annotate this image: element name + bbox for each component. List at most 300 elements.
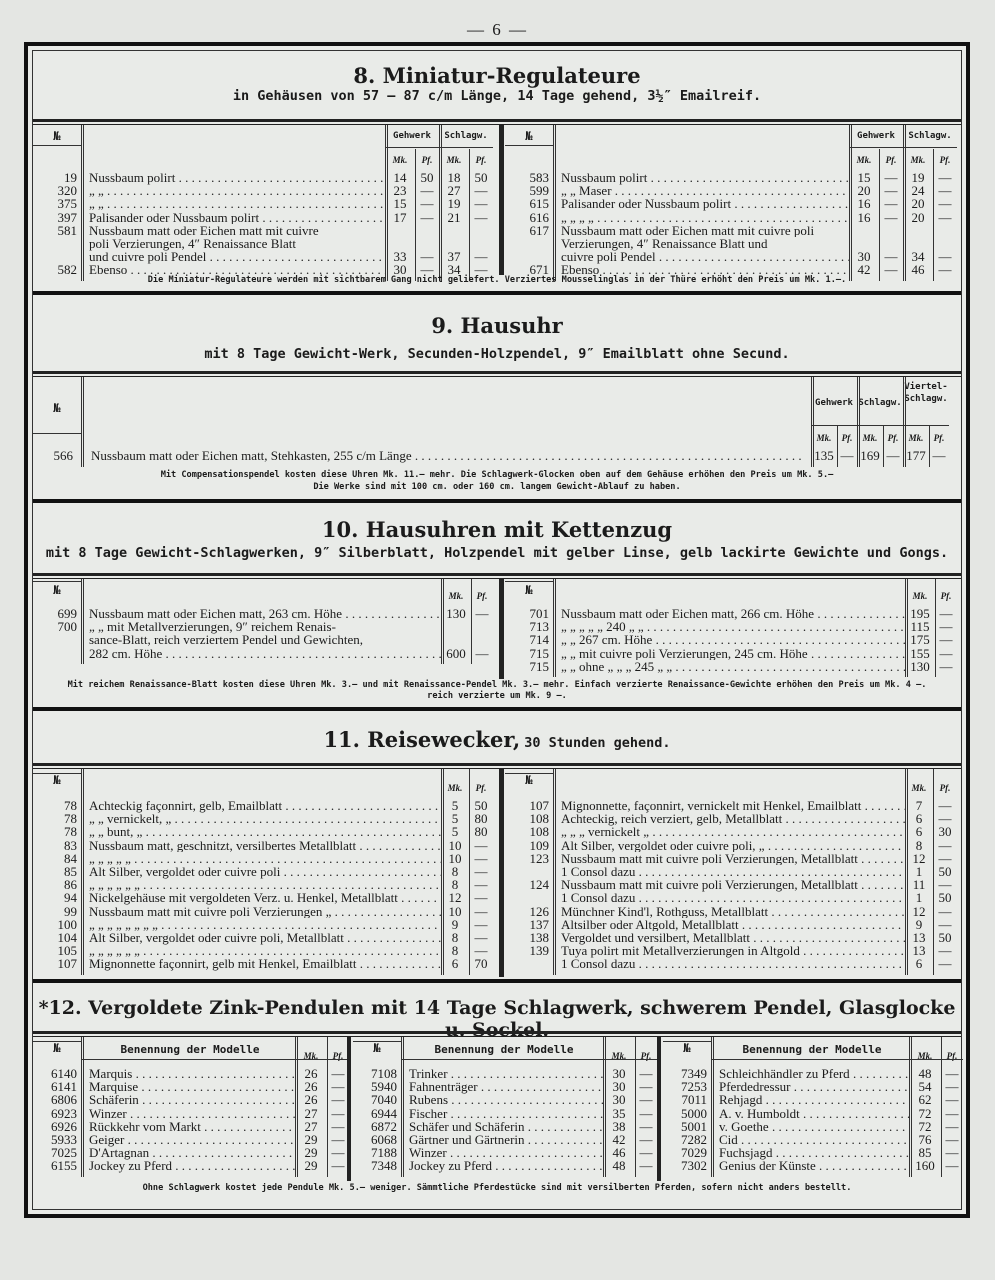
section-9-title: 9. Hausuhr — [431, 313, 563, 338]
item-description-text: „ „ „ „ „ 240 „ „ . . . — [561, 620, 905, 634]
catalog-inner — [32, 50, 962, 1210]
item-description — [89, 1080, 295, 1094]
item-number: 108 — [529, 824, 549, 840]
section-11-title: 11. Reisewecker, — [323, 727, 521, 752]
item-description-text: Cid . . . — [719, 1133, 909, 1147]
section-10-note-1: Mit reichem Renaissance-Blatt kosten diese Uhren Mk. 3.— und mit Renaissance-Pendel Mk. 3.— mehr. Einfach verzierte Renaissance-Gewichte erhöhen den Preis um Mk. 4 —. — [67, 680, 927, 690]
item-description — [89, 1120, 295, 1134]
price-pf: — — [475, 645, 489, 661]
price-s-mk: 20 — [911, 196, 925, 212]
price-pf: 50 — [474, 798, 488, 813]
item-description — [89, 197, 385, 211]
item-number: 7040 — [371, 1092, 397, 1108]
header-v_pf: Pf. — [933, 433, 945, 443]
header-no: № — [53, 129, 61, 143]
price-mk: 10 — [448, 903, 462, 919]
section-9-table — [33, 377, 961, 467]
item-number: 320 — [57, 183, 77, 199]
item-number: 104 — [57, 930, 77, 945]
item-description-text: Mignonnette façonnirt, gelb mit Henkel, Emailblatt . . . — [89, 957, 441, 971]
item-description-text: Alt Silber, vergoldet oder cuivre poli, Metallblatt . . . — [89, 931, 441, 945]
price-mk: 115 — [910, 619, 930, 635]
price-s-mk: 27 — [447, 183, 461, 199]
item-description — [409, 1146, 603, 1160]
item-description — [561, 918, 905, 932]
item-number: 126 — [529, 903, 549, 919]
price-g-mk: 17 — [393, 209, 407, 225]
section-12-note: Ohne Schlagwerk kostet jede Pendule Mk. 5.— weniger. Sämmtliche Pferdestücke sind mit versilberten Pferden, sofern nicht anders bestellt. — [142, 1183, 852, 1193]
header-group: Schlagw. — [858, 398, 902, 408]
price-pf: — — [331, 1132, 345, 1147]
item-description — [561, 878, 905, 892]
price-pf: — — [945, 1105, 959, 1121]
item-description — [719, 1159, 909, 1173]
header-mk: Mk. — [303, 1051, 319, 1061]
column-rule — [505, 581, 553, 582]
column-rule — [385, 147, 439, 148]
column-rule — [711, 1059, 963, 1060]
item-number: 566 — [53, 448, 73, 463]
item-description — [561, 957, 905, 971]
price-mk: 7 — [915, 798, 923, 813]
item-number: 78 — [64, 824, 77, 840]
item-description — [561, 197, 849, 211]
price-pf: — — [939, 658, 953, 674]
price-mk: 130 — [446, 606, 466, 621]
header-no: № — [525, 129, 533, 143]
item-number: 109 — [529, 837, 549, 853]
item-number: 699 — [57, 606, 77, 621]
item-number: 715 — [529, 645, 549, 661]
item-description — [561, 224, 849, 238]
price-pf: — — [474, 877, 488, 893]
item-description — [719, 1107, 909, 1121]
price-mk: 13 — [912, 943, 926, 959]
price-mk: 8 — [451, 877, 459, 893]
item-number: 84 — [64, 850, 77, 866]
item-description-text: Alt Silber, vergoldet oder cuivre poli, „ . . . — [561, 839, 905, 853]
price-mk: 600 — [446, 645, 466, 661]
item-description — [89, 633, 441, 647]
price-pf: — — [939, 645, 953, 661]
item-description — [89, 607, 441, 621]
price-mk: 10 — [448, 837, 462, 853]
price-mk: 8 — [451, 943, 459, 959]
item-description — [89, 171, 385, 185]
item-number: 94 — [64, 890, 77, 906]
item-description-text: „ „ „ „ „ „ . . . — [89, 944, 441, 958]
item-description-text: und cuivre poli Pendel . . . — [89, 250, 385, 264]
price-mk: 26 — [304, 1079, 318, 1095]
item-number: 19 — [64, 170, 77, 185]
item-description — [89, 647, 441, 661]
item-number: 7108 — [371, 1066, 397, 1081]
column-rule — [81, 377, 84, 467]
price-s-pf: — — [474, 183, 488, 199]
column-rule — [553, 125, 556, 281]
header-g_mk: Mk. — [816, 433, 832, 443]
column-divider — [657, 1037, 661, 1181]
price-g-mk: 15 — [393, 196, 407, 212]
price-g-pf: — — [420, 262, 434, 278]
item-number: 99 — [64, 903, 77, 919]
header-g-mk: Mk. — [856, 155, 872, 165]
price-s-pf: — — [938, 209, 952, 225]
item-description — [561, 633, 905, 647]
column-rule — [81, 1037, 84, 1177]
price-mk: 85 — [918, 1145, 932, 1161]
item-description — [561, 825, 905, 839]
item-number: 105 — [57, 943, 77, 959]
section-12-title: *12. Vergoldete Zink-Pendulen mit 14 Tage Schlagwerk, schwerem Pendel, Glasglocke u. Sockel. — [38, 997, 956, 1041]
item-description — [89, 931, 441, 945]
item-number: 615 — [529, 196, 549, 212]
item-number: 7302 — [681, 1158, 707, 1174]
price-mk: 8 — [451, 864, 459, 879]
item-number: 6140 — [51, 1066, 77, 1081]
item-description-text: Gärtner und Gärtnerin . . . — [409, 1133, 603, 1147]
item-description — [561, 237, 849, 251]
section-12-table — [33, 1037, 961, 1181]
header-no: № — [53, 773, 61, 787]
item-description-text: Tuya polirt mit Metallverzierungen in Altgold . . . — [561, 944, 905, 958]
item-description — [561, 839, 905, 853]
item-description — [89, 224, 385, 238]
item-description — [89, 957, 441, 971]
item-number: 700 — [57, 619, 77, 635]
price-pf: — — [639, 1132, 653, 1147]
item-number: 5000 — [681, 1105, 707, 1121]
item-description — [561, 647, 905, 661]
section-10-subtitle: mit 8 Tage Gewicht-Schlagwerken, 9″ Silberblatt, Holzpendel mit gelber Linse, gelb lackirte Gewichte und Gongs. — [45, 545, 949, 561]
item-number: 124 — [529, 877, 549, 893]
price-pf: — — [639, 1158, 653, 1174]
item-description — [89, 1159, 295, 1173]
price-mk: 46 — [612, 1145, 626, 1161]
item-description — [89, 1107, 295, 1121]
price-mk: 10 — [448, 850, 462, 866]
column-rule — [81, 125, 84, 281]
item-description-text: 282 cm. Höhe . . . — [89, 647, 441, 661]
price-mk: 195 — [910, 606, 930, 621]
item-description-text: „ „ „ „ „ „ „ „ . . . — [89, 918, 441, 932]
column-rule — [505, 145, 553, 146]
header-g-mk: Mk. — [392, 155, 408, 165]
column-rule — [81, 769, 84, 975]
item-number: 583 — [529, 170, 549, 185]
item-description — [561, 620, 905, 634]
item-number: 123 — [529, 850, 549, 866]
price-s-mk: 18 — [447, 170, 461, 185]
price-mk: 12 — [912, 903, 926, 919]
section-9-subtitle: mit 8 Tage Gewicht-Werk, Secunden-Holzpendel, 9″ Emailblatt ohne Secund. — [204, 346, 790, 362]
column-divider — [499, 579, 504, 679]
column-divider — [347, 1037, 351, 1181]
header-s-mk: Mk. — [910, 155, 926, 165]
price-mk: 6 — [915, 824, 923, 840]
item-description — [409, 1093, 603, 1107]
item-description — [89, 852, 441, 866]
price-mk: 27 — [304, 1105, 318, 1121]
price-mk: 26 — [304, 1092, 318, 1108]
item-description-text: Winzer . . . — [409, 1146, 603, 1160]
item-description-text: „ „ . . . — [89, 197, 385, 211]
price-s-mk: 21 — [447, 209, 461, 225]
item-description — [409, 1159, 603, 1173]
item-description — [561, 211, 849, 225]
item-description-text: Rückkehr vom Markt . . . — [89, 1120, 295, 1134]
item-description-text: Nussbaum matt oder Eichen matt, 266 cm. Höhe . . . — [561, 607, 905, 621]
header-group: Viertel-Schlagw. — [904, 382, 948, 404]
header-pf: Pf. — [476, 591, 488, 601]
price-pf: — — [945, 1066, 959, 1081]
price-s-mk: 34 — [911, 249, 925, 265]
item-description-text: A. v. Humboldt . . . — [719, 1107, 909, 1121]
item-number: 715 — [529, 658, 549, 674]
item-number: 108 — [529, 811, 549, 827]
price-s-pf: 50 — [474, 170, 488, 185]
item-description-text: Marquise . . . — [89, 1080, 295, 1094]
header-pf: Pf. — [475, 783, 487, 793]
divider — [33, 291, 961, 295]
item-number: 83 — [64, 837, 77, 853]
price-mk: 35 — [612, 1105, 626, 1121]
item-number: 78 — [64, 798, 77, 813]
price-pf: — — [939, 606, 953, 621]
price-v-mk: 177 — [906, 448, 926, 463]
item-number: 85 — [64, 864, 77, 879]
price-s-mk: 19 — [911, 170, 925, 185]
header-pf: Pf. — [939, 783, 951, 793]
price-mk: 5 — [451, 824, 459, 840]
price-mk: 155 — [910, 645, 930, 661]
section-10-table — [33, 579, 961, 679]
price-pf: — — [331, 1118, 345, 1134]
item-description-text: Schleichhändler zu Pferd . . . — [719, 1067, 909, 1081]
price-mk: 72 — [918, 1118, 932, 1134]
item-description — [719, 1120, 909, 1134]
price-g-mk: 30 — [393, 262, 407, 278]
item-number: 616 — [529, 209, 549, 225]
item-description-text: Rubens . . . — [409, 1093, 603, 1107]
divider — [33, 707, 961, 711]
item-description-text: Nussbaum matt mit cuivre poli Verzierungen, Metallblatt . . . — [561, 852, 905, 866]
item-description-text: Nickelgehäuse mit vergoldeten Verz. u. Henkel, Metallblatt . . . — [89, 891, 441, 905]
price-pf: — — [938, 916, 952, 932]
price-pf: 80 — [474, 811, 488, 827]
price-pf: — — [939, 632, 953, 648]
header-group: Gehwerk — [857, 131, 895, 141]
item-description-text: Vergoldet und versilbert, Metallblatt . . . — [561, 931, 905, 945]
item-number: 7282 — [681, 1132, 707, 1147]
item-description-text: sance-Blatt, reich verziertem Pendel und Gewichten, — [89, 633, 363, 647]
price-mk: 6 — [451, 956, 459, 972]
price-s-pf: — — [474, 249, 488, 265]
item-number: 599 — [529, 183, 549, 199]
column-rule — [553, 579, 556, 677]
price-g-pf: — — [884, 196, 898, 212]
item-number: 7253 — [681, 1079, 707, 1095]
header-s-pf: Pf. — [939, 155, 951, 165]
item-description — [561, 891, 905, 905]
item-description-text: 1 Consol dazu . . . — [561, 957, 905, 971]
item-description — [89, 799, 441, 813]
price-mk: 29 — [304, 1158, 318, 1174]
price-pf: — — [474, 864, 488, 879]
price-mk: 11 — [912, 877, 926, 893]
price-pf: — — [474, 890, 488, 906]
price-g-pf: — — [884, 183, 898, 199]
item-description — [89, 620, 441, 634]
item-description-text: Winzer . . . — [89, 1107, 295, 1121]
item-description-text: v. Goethe . . . — [719, 1120, 909, 1134]
item-number: 617 — [529, 222, 549, 238]
price-mk: 30 — [612, 1092, 626, 1108]
item-description — [89, 918, 441, 932]
price-pf: — — [331, 1158, 345, 1174]
item-number: 6068 — [371, 1132, 397, 1147]
header-no: № — [525, 773, 533, 787]
column-rule — [711, 1037, 714, 1177]
item-description-text: Rehjagd . . . — [719, 1093, 909, 1107]
item-description — [719, 1133, 909, 1147]
price-s-pf: — — [938, 262, 952, 278]
header-g-pf: Pf. — [421, 155, 433, 165]
section-10-title: 10. Hausuhren mit Kettenzug — [321, 517, 673, 542]
price-mk: 48 — [612, 1158, 626, 1174]
price-pf: — — [945, 1092, 959, 1108]
item-description-text: Achteckig, reich verziert, gelb, Metallblatt . . . — [561, 812, 905, 826]
price-mk: 12 — [912, 850, 926, 866]
item-description-text: Achteckig façonnirt, gelb, Emailblatt . . . — [89, 799, 441, 813]
price-g-pf: — — [884, 262, 898, 278]
price-s-pf: — — [886, 448, 900, 463]
header-pf: Pf. — [946, 1051, 958, 1061]
item-description — [719, 1080, 909, 1094]
item-description — [89, 250, 385, 264]
column-divider — [499, 125, 504, 275]
section-11-table — [33, 769, 961, 977]
section-11-header — [33, 727, 961, 752]
item-number: 701 — [529, 606, 549, 621]
price-g-pf: 50 — [420, 170, 434, 185]
price-mk: 30 — [612, 1066, 626, 1081]
column-rule — [81, 579, 84, 664]
price-pf: — — [639, 1118, 653, 1134]
column-rule — [33, 145, 81, 146]
item-description — [89, 839, 441, 853]
price-mk: 48 — [918, 1066, 932, 1081]
price-g-pf: — — [420, 209, 434, 225]
item-number: 5001 — [681, 1118, 707, 1134]
price-pf: — — [474, 903, 488, 919]
item-description — [89, 865, 441, 879]
price-mk: 130 — [910, 658, 930, 674]
divider — [33, 499, 961, 503]
price-pf: — — [945, 1158, 959, 1174]
column-divider — [499, 769, 504, 977]
item-number: 7348 — [371, 1158, 397, 1174]
header-g-pf: Pf. — [885, 155, 897, 165]
item-description-text: „ „ mit cuivre poli Verzierungen, 245 cm. Höhe . . . — [561, 647, 905, 661]
item-description-text: Münchner Kind'l, Rothguss, Metallblatt . . . — [561, 905, 905, 919]
price-pf: — — [945, 1145, 959, 1161]
price-pf: — — [945, 1079, 959, 1095]
price-pf: — — [475, 606, 489, 621]
section-8-subtitle: in Gehäusen von 57 — 87 c/m Länge, 14 Tage gehend, 3½″ Emailreif. — [232, 88, 762, 104]
price-s-mk: 19 — [447, 196, 461, 212]
item-number: 7349 — [681, 1066, 707, 1081]
header-mk: Mk. — [911, 783, 927, 793]
header-s-mk: Mk. — [446, 155, 462, 165]
item-description-text: poli Verzierungen, 4″ Renaissance Blatt — [89, 237, 296, 251]
section-9-note-1: Mit Compensationspendel kosten diese Uhren Mk. 11.— mehr. Die Schlagwerk-Glocken oben auf dem Gehäuse erhöhen den Preis um Mk. 5.— — [160, 470, 834, 480]
price-pf: — — [639, 1145, 653, 1161]
price-g-pf: — — [840, 448, 854, 463]
price-pf: — — [938, 837, 952, 853]
item-number: 6923 — [51, 1105, 77, 1121]
item-description-text: „ „ „ „ „ . . . — [89, 852, 441, 866]
price-g-pf: — — [884, 249, 898, 265]
price-s-mk: 20 — [911, 209, 925, 225]
item-description-text: „ „ 267 cm. Höhe . . . — [561, 633, 905, 647]
price-mk: 29 — [304, 1132, 318, 1147]
price-s-pf: — — [474, 209, 488, 225]
price-mk: 175 — [910, 632, 930, 648]
item-description-text: Jockey zu Pferd . . . — [89, 1159, 295, 1173]
item-description-text: Geiger . . . — [89, 1133, 295, 1147]
price-s-pf: — — [938, 249, 952, 265]
price-mk: 9 — [451, 916, 459, 932]
price-mk: 26 — [304, 1066, 318, 1081]
price-pf: 70 — [474, 956, 488, 972]
item-description — [409, 1080, 603, 1094]
header-benennung: Benennung der Modelle — [742, 1043, 882, 1056]
header-pf: Pf. — [640, 1051, 652, 1061]
item-description-text: 1 Consol dazu . . . — [561, 891, 905, 905]
price-mk: 1 — [915, 890, 923, 906]
price-pf: — — [945, 1118, 959, 1134]
section-10-header — [33, 517, 961, 561]
section-11-subtitle: 30 Stunden gehend. — [524, 735, 671, 751]
price-pf: — — [474, 930, 488, 945]
item-description-text: Fahnenträger . . . — [409, 1080, 603, 1094]
item-description — [89, 944, 441, 958]
price-g-pf: — — [884, 209, 898, 225]
price-g-mk: 135 — [814, 448, 834, 463]
item-number: 6872 — [371, 1118, 397, 1134]
header-no: № — [525, 583, 533, 597]
price-s-pf: — — [938, 183, 952, 199]
header-group: Gehwerk — [815, 398, 853, 408]
item-number: 137 — [529, 916, 549, 932]
item-description — [561, 812, 905, 826]
item-description-text: Nussbaum matt oder Eichen matt, 263 cm. Höhe . . . — [89, 607, 441, 621]
item-description-text: Genius der Künste . . . — [719, 1159, 909, 1173]
price-mk: 27 — [304, 1118, 318, 1134]
price-pf: 30 — [938, 824, 952, 840]
item-description-text: Nussbaum polirt . . . — [561, 171, 849, 185]
price-s-mk: 24 — [911, 183, 925, 199]
column-rule — [33, 581, 81, 582]
price-pf: — — [331, 1105, 345, 1121]
header-no: № — [373, 1041, 381, 1055]
price-mk: 72 — [918, 1105, 932, 1121]
section-10-note-2: reich verzierte um Mk. 9 —. — [427, 691, 567, 701]
item-description-text: Ebenso . . . — [561, 263, 849, 277]
column-rule — [81, 1059, 349, 1060]
item-description — [89, 1093, 295, 1107]
